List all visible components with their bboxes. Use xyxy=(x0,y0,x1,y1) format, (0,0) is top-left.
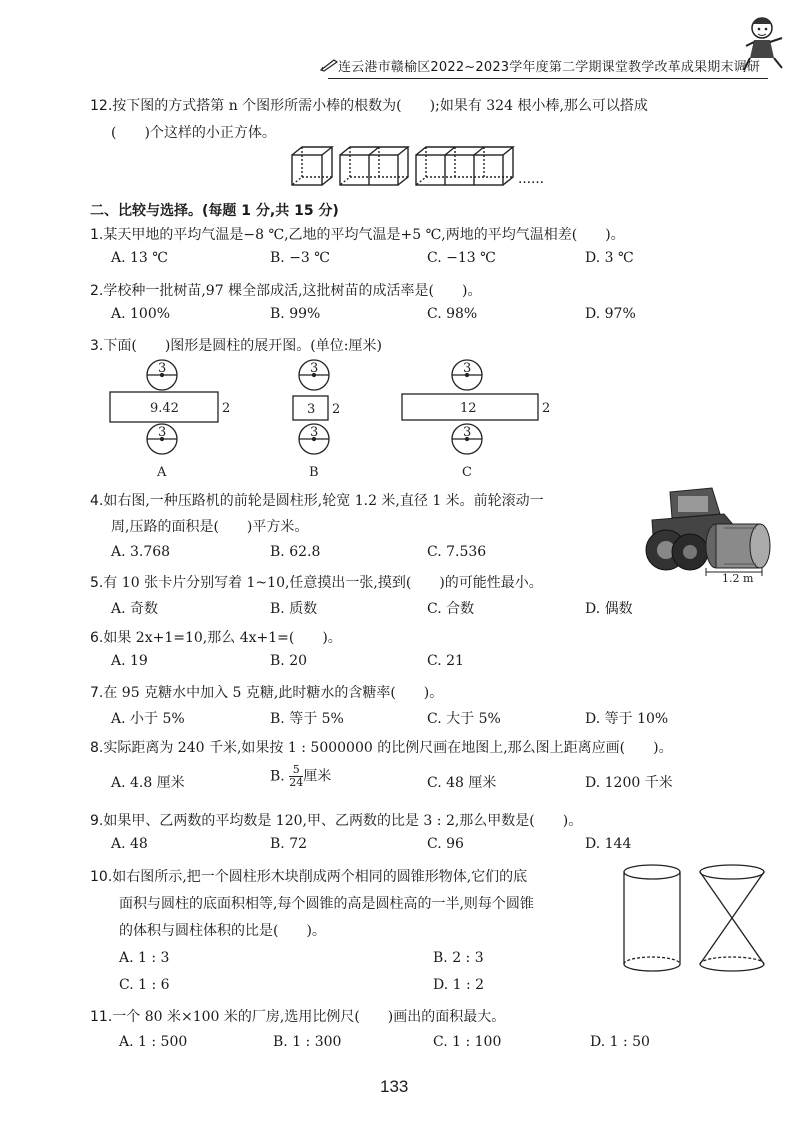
cone-top xyxy=(700,865,764,879)
q7-option-b[interactable]: B. 等于 5% xyxy=(270,711,344,727)
q8-option-d[interactable]: D. 1200 千米 xyxy=(585,775,673,791)
q1-option-b[interactable]: B. −3 ℃ xyxy=(270,250,330,266)
q4-text-line1: 如右图,一种压路机的前轮是圆柱形,轮宽 1.2 米,直径 1 米。前轮滚动一 xyxy=(103,493,544,509)
q7-option-a[interactable]: A. 小于 5% xyxy=(111,711,185,727)
road-roller-image xyxy=(632,484,772,584)
q11-option-c[interactable]: C. 1 : 100 xyxy=(433,1034,502,1050)
q2-option-b[interactable]: B. 99% xyxy=(270,306,321,322)
q2-text: 学校种一批树苗,97 棵全部成活,这批树苗的成活率是( )。 xyxy=(103,283,482,299)
q12-number: 12. xyxy=(90,98,113,114)
q6-option-a[interactable]: A. 19 xyxy=(111,653,148,669)
q6-option-c[interactable]: C. 21 xyxy=(427,653,464,669)
q10-option-a[interactable]: A. 1 : 3 xyxy=(119,950,170,966)
net-b-side-label: 2 xyxy=(332,402,341,417)
q10-number: 10. xyxy=(90,869,113,885)
q5-option-d[interactable]: D. 偶数 xyxy=(585,601,633,617)
q9-stem xyxy=(90,810,582,830)
q7-stem xyxy=(90,682,443,702)
q10-option-d[interactable]: D. 1 : 2 xyxy=(433,977,485,993)
q1-stem xyxy=(90,224,625,244)
q6-stem xyxy=(90,627,342,647)
q11-option-a[interactable]: A. 1 : 500 xyxy=(119,1034,188,1050)
q2-option-c[interactable]: C. 98% xyxy=(427,306,478,322)
q4-option-a[interactable]: A. 3.768 xyxy=(111,544,171,560)
q8-text: 实际距离为 240 千米,如果按 1 : 5000000 的比例尺画在地图上,那么图上距离应画( )。 xyxy=(103,740,673,756)
q5-option-b[interactable]: B. 质数 xyxy=(270,601,318,617)
q9-text: 如果甲、乙两数的平均数是 120,甲、乙两数的比是 3 : 2,那么甲数是( )。 xyxy=(103,813,583,829)
q11-option-d[interactable]: D. 1 : 50 xyxy=(590,1034,650,1050)
q7-option-d[interactable]: D. 等于 10% xyxy=(585,711,669,727)
q3-number: 3. xyxy=(90,338,104,354)
mascot-illustration xyxy=(738,10,788,76)
q12-cube-figure xyxy=(290,143,550,189)
q8-option-b[interactable] xyxy=(270,764,331,789)
q9-option-a[interactable]: A. 48 xyxy=(111,836,148,852)
q9-option-b[interactable]: B. 72 xyxy=(270,836,308,852)
net-c-letter: C xyxy=(462,465,472,480)
q1-option-c[interactable]: C. −13 ℃ xyxy=(427,250,496,266)
net-c-side-label: 2 xyxy=(542,401,551,416)
q1-option-a[interactable]: A. 13 ℃ xyxy=(111,250,168,266)
net-a-letter: A xyxy=(157,465,167,480)
q11-text: 一个 80 米×100 米的厂房,选用比例尺( )画出的面积最大。 xyxy=(112,1009,506,1025)
q4-text-line2: 周,压路的面积是( )平方米。 xyxy=(111,519,309,535)
net-a-bottom-label: 3 xyxy=(158,425,167,440)
q1-number: 1. xyxy=(90,227,104,243)
q12-line1 xyxy=(90,95,648,115)
net-c-bottom-label: 3 xyxy=(463,425,472,440)
roller-width-label: 1.2 m xyxy=(722,572,754,584)
pen-icon xyxy=(320,58,338,72)
q12-text-line1: 按下图的方式搭第 n 个图形所需小棒的根数为( );如果有 324 根小棒,那么可以搭成 xyxy=(112,98,648,114)
q10-text-line1: 如右图所示,把一个圆柱形木块削成两个相同的圆锥形物体,它们的底 xyxy=(112,869,528,885)
net-c-rect-label: 12 xyxy=(460,401,477,416)
net-c-top-label: 3 xyxy=(463,361,472,376)
q5-option-a[interactable]: A. 奇数 xyxy=(111,601,159,617)
q4-option-c[interactable]: C. 7.536 xyxy=(427,544,487,560)
q3-text: 下面( )图形是圆柱的展开图。(单位:厘米) xyxy=(103,338,382,354)
q11-stem xyxy=(90,1006,505,1026)
q5-number: 5. xyxy=(90,575,104,591)
q1-text: 某天甲地的平均气温是−8 ℃,乙地的平均气温是+5 ℃,两地的平均气温相差( )。 xyxy=(103,227,625,243)
q8-stem xyxy=(90,737,673,757)
q10-option-c[interactable]: C. 1 : 6 xyxy=(119,977,170,993)
page-number: 133 xyxy=(380,1077,409,1096)
net-a-rect-label: 9.42 xyxy=(150,401,179,416)
q10-text-line3: 的体积与圆柱体积的比是( )。 xyxy=(119,923,326,939)
q6-text: 如果 2x+1=10,那么 4x+1=( )。 xyxy=(103,630,342,646)
q9-number: 9. xyxy=(90,813,104,829)
net-a-side-label: 2 xyxy=(222,401,231,416)
q8-option-b-unit: 厘米 xyxy=(303,768,332,785)
q7-option-c[interactable]: C. 大于 5% xyxy=(427,711,501,727)
q2-stem xyxy=(90,280,481,300)
q4-number: 4. xyxy=(90,493,104,509)
q10-cylinder-cone-figure xyxy=(620,862,780,978)
section2-title: 二、比较与选择。(每题 1 分,共 15 分) xyxy=(90,203,339,219)
q1-option-d[interactable]: D. 3 ℃ xyxy=(585,250,634,266)
q12-ellipsis: …… xyxy=(518,172,544,187)
q4-stem-line1 xyxy=(90,490,544,510)
net-b-top-label: 3 xyxy=(310,361,319,376)
q7-text: 在 95 克糖水中加入 5 克糖,此时糖水的含糖率( )。 xyxy=(103,685,444,701)
q12-text-line2: ( )个这样的小正方体。 xyxy=(111,125,276,141)
q9-option-c[interactable]: C. 96 xyxy=(427,836,464,852)
q3-cylinder-nets xyxy=(100,358,560,480)
q11-option-b[interactable]: B. 1 : 300 xyxy=(273,1034,342,1050)
cylinder-top xyxy=(624,865,680,879)
q9-option-d[interactable]: D. 144 xyxy=(585,836,632,852)
q2-option-a[interactable]: A. 100% xyxy=(111,306,171,322)
fraction-numerator: 5 xyxy=(289,764,303,777)
q11-number: 11. xyxy=(90,1009,113,1025)
q5-text: 有 10 张卡片分别写着 1~10,任意摸出一张,摸到( )的可能性最小。 xyxy=(103,575,543,591)
net-b-letter: B xyxy=(309,465,319,480)
exam-header-title: 连云港市赣榆区2022~2023学年度第二学期课堂教学改革成果期末调研 xyxy=(338,60,761,75)
q8-option-b-prefix: B. xyxy=(270,768,290,785)
q8-option-c[interactable]: C. 48 厘米 xyxy=(427,775,497,791)
fraction-denominator: 24 xyxy=(289,776,304,789)
q6-option-b[interactable]: B. 20 xyxy=(270,653,308,669)
q8-option-a[interactable]: A. 4.8 厘米 xyxy=(111,775,185,791)
q10-option-b[interactable]: B. 2 : 3 xyxy=(433,950,484,966)
q8-option-b-fraction xyxy=(289,764,303,789)
q8-number: 8. xyxy=(90,740,104,756)
q3-stem xyxy=(90,335,382,355)
net-b-rect-label: 3 xyxy=(307,402,316,417)
q2-number: 2. xyxy=(90,283,104,299)
q10-stem-line1 xyxy=(90,866,527,886)
net-a-top-label: 3 xyxy=(158,361,167,376)
q7-number: 7. xyxy=(90,685,104,701)
q6-number: 6. xyxy=(90,630,104,646)
q2-option-d[interactable]: D. 97% xyxy=(585,306,636,322)
net-b-bottom-label: 3 xyxy=(310,425,319,440)
q10-text-line2: 面积与圆柱的底面积相等,每个圆锥的高是圆柱高的一半,则每个圆锥 xyxy=(119,896,534,912)
q5-option-c[interactable]: C. 合数 xyxy=(427,601,475,617)
q5-stem xyxy=(90,572,543,592)
q4-option-b[interactable]: B. 62.8 xyxy=(270,544,321,560)
header-rule xyxy=(328,78,768,79)
